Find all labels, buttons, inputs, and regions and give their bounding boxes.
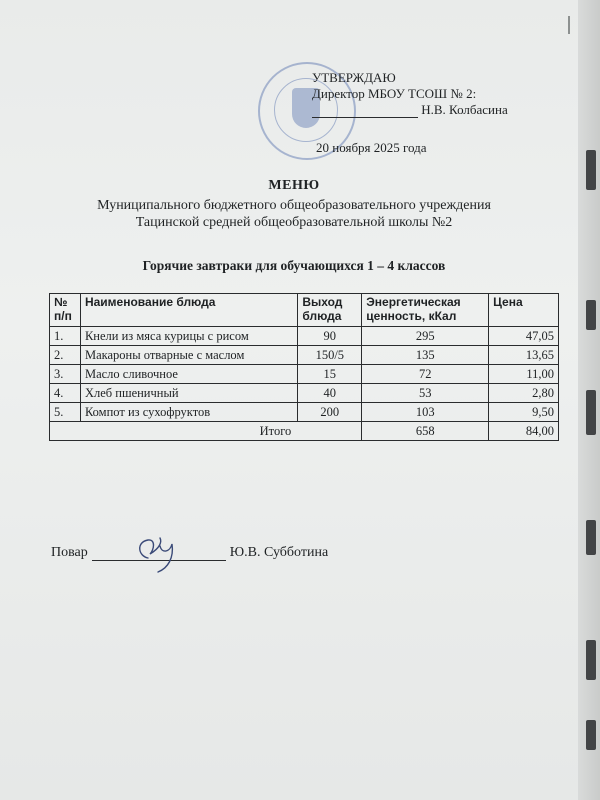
total-label: Итого xyxy=(259,423,292,438)
handwritten-signature xyxy=(130,528,190,578)
table-row xyxy=(50,346,559,365)
dish-output: 90 xyxy=(298,327,362,346)
total-energy: 658 xyxy=(362,422,489,441)
dish-price: 2,80 xyxy=(489,384,559,403)
cook-role: Повар xyxy=(51,545,88,560)
row-number: 4. xyxy=(50,384,81,403)
total-price: 84,00 xyxy=(489,422,559,441)
director-signature-row xyxy=(312,102,508,118)
row-number: 3. xyxy=(50,365,81,384)
dish-name: Масло сливочное xyxy=(80,365,297,384)
staple-mark xyxy=(568,16,578,34)
dish-price: 13,65 xyxy=(489,346,559,365)
row-number: 1. xyxy=(50,327,81,346)
dish-output: 15 xyxy=(298,365,362,384)
table-row xyxy=(50,403,559,422)
organization-line-1: Муниципального бюджетного общеобразовательного учреждения xyxy=(97,198,491,213)
approval-block xyxy=(312,70,508,156)
dish-name: Компот из сухофруктов xyxy=(80,403,297,422)
dish-output: 40 xyxy=(298,384,362,403)
table-row xyxy=(50,327,559,346)
director-name: Н.В. Колбасина xyxy=(421,102,508,117)
approval-date: 20 ноября 2025 года xyxy=(316,140,427,155)
table-header-row xyxy=(50,294,559,327)
dish-energy: 72 xyxy=(362,365,489,384)
dish-energy: 103 xyxy=(362,403,489,422)
header-dish-name: Наименование блюда xyxy=(80,294,297,327)
dish-energy: 135 xyxy=(362,346,489,365)
header-number: № п/п xyxy=(50,294,81,327)
cook-name: Ю.В. Субботина xyxy=(229,545,329,560)
header-energy: Энергетическая ценность, кКал xyxy=(362,294,489,327)
row-number: 5. xyxy=(50,403,81,422)
dish-energy: 53 xyxy=(362,384,489,403)
dish-price: 47,05 xyxy=(489,327,559,346)
organization-line-2: Тацинской средней общеобразовательной школы №2 xyxy=(135,215,453,230)
dish-price: 11,00 xyxy=(489,365,559,384)
header-price: Цена xyxy=(489,294,559,327)
row-number: 2. xyxy=(50,346,81,365)
approve-label: УТВЕРЖДАЮ xyxy=(312,70,396,85)
table-row xyxy=(50,365,559,384)
menu-subtitle: Горячие завтраки для обучающихся 1 – 4 классов xyxy=(142,258,446,273)
director-title: Директор МБОУ ТСОШ № 2: xyxy=(312,86,477,101)
table-total-row xyxy=(50,422,559,441)
dish-output: 200 xyxy=(298,403,362,422)
table-row xyxy=(50,384,559,403)
menu-table xyxy=(49,293,559,441)
dish-name: Хлеб пшеничный xyxy=(80,384,297,403)
dish-name: Кнели из мяса курицы с рисом xyxy=(80,327,297,346)
document-title: МЕНЮ xyxy=(268,178,320,193)
dish-output: 150/5 xyxy=(298,346,362,365)
header-output: Выход блюда xyxy=(298,294,362,327)
total-label-cell xyxy=(50,422,362,441)
dish-name: Макароны отварные с маслом xyxy=(80,346,297,365)
dish-energy: 295 xyxy=(362,327,489,346)
dish-price: 9,50 xyxy=(489,403,559,422)
